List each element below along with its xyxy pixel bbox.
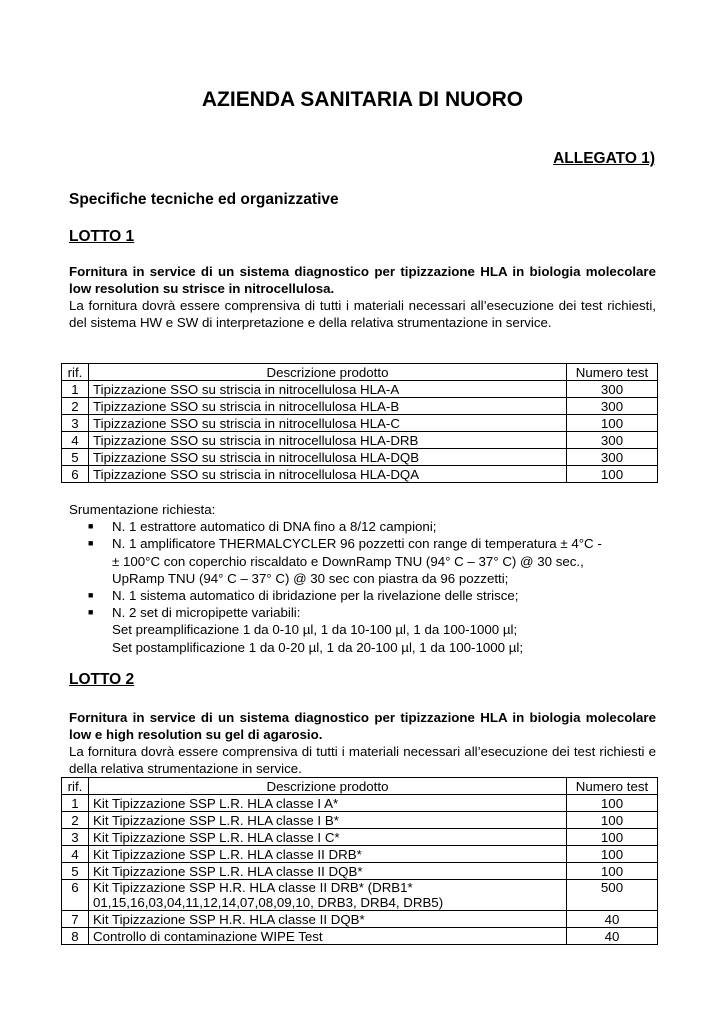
cell-rif: 2 bbox=[62, 812, 89, 829]
list-item-text: N. 1 estrattore automatico di DNA fino a 8/12 campioni; bbox=[112, 519, 437, 535]
lotto2-table bbox=[61, 777, 658, 945]
cell-numero-test: 100 bbox=[567, 846, 658, 863]
cell-numero-test: 100 bbox=[567, 415, 658, 432]
lotto2-intro-text: La fornitura dovrà essere comprensiva di tutti i materiali necessari all’esecuzione dei test richiesti e della relativa strumentazione in service. bbox=[69, 744, 656, 776]
cell-numero-test: 100 bbox=[567, 863, 658, 880]
list-item bbox=[69, 587, 669, 604]
lotto2-intro-bold: Fornitura in service di un sistema diagnostico per tipizzazione HLA in biologia molecolare low e high resolution su gel di agarosio. bbox=[69, 710, 656, 742]
table-row bbox=[62, 415, 658, 432]
cell-numero-test: 100 bbox=[567, 829, 658, 846]
cell-numero-test: 300 bbox=[567, 381, 658, 398]
list-item-text: N. 1 amplificatore THERMALCYCLER 96 pozzetti con range di temperatura ± 4°C - bbox=[112, 536, 602, 552]
cell-numero-test: 40 bbox=[567, 928, 658, 945]
table-row bbox=[62, 911, 658, 928]
lotto2-heading: LOTTO 2 bbox=[69, 671, 135, 688]
lotto1-heading: LOTTO 1 bbox=[69, 228, 135, 245]
cell-descrizione: Tipizzazione SSO su striscia in nitrocellulosa HLA-C bbox=[89, 415, 567, 432]
bullet-square-icon: ■ bbox=[88, 521, 94, 532]
cell-descrizione: Kit Tipizzazione SSP H.R. HLA classe II DRB* (DRB1* 01,15,16,03,04,11,12,14,07,08,09,10, DRB3, DRB4, DRB5) bbox=[89, 880, 567, 911]
cell-descrizione: Tipizzazione SSO su striscia in nitrocellulosa HLA-DQA bbox=[89, 466, 567, 483]
lotto1-intro bbox=[69, 263, 656, 331]
cell-descrizione: Kit Tipizzazione SSP H.R. HLA classe II DQB* bbox=[89, 911, 567, 928]
cell-descrizione: Tipizzazione SSO su striscia in nitrocellulosa HLA-A bbox=[89, 381, 567, 398]
list-item-continuation: Set postamplificazione 1 da 0-20 µl, 1 da 20-100 µl, 1 da 100-1000 µl; bbox=[112, 639, 524, 655]
cell-numero-test: 300 bbox=[567, 398, 658, 415]
list-item bbox=[69, 518, 669, 535]
table-row bbox=[62, 466, 658, 483]
cell-numero-test: 100 bbox=[567, 812, 658, 829]
list-item bbox=[69, 604, 669, 621]
section-subtitle: Specifiche tecniche ed organizzative bbox=[69, 191, 339, 208]
bullet-square-icon: ■ bbox=[88, 538, 94, 549]
cell-rif: 4 bbox=[62, 432, 89, 449]
column-header-rif: rif. bbox=[62, 364, 89, 381]
table-header-row bbox=[62, 364, 658, 381]
list-item-text: N. 1 sistema automatico di ibridazione per la rivelazione delle strisce; bbox=[112, 588, 519, 604]
cell-rif: 6 bbox=[62, 880, 89, 911]
strumentazione-title: Srumentazione richiesta: bbox=[69, 502, 216, 517]
cell-rif: 1 bbox=[62, 795, 89, 812]
cell-descrizione: Tipizzazione SSO su striscia in nitrocellulosa HLA-B bbox=[89, 398, 567, 415]
cell-descrizione: Kit Tipizzazione SSP L.R. HLA classe I C* bbox=[89, 829, 567, 846]
table-row bbox=[62, 381, 658, 398]
cell-numero-test: 300 bbox=[567, 449, 658, 466]
cell-rif: 4 bbox=[62, 846, 89, 863]
cell-rif: 6 bbox=[62, 466, 89, 483]
cell-rif: 2 bbox=[62, 398, 89, 415]
lotto1-intro-text: La fornitura dovrà essere comprensiva di tutti i materiali necessari all’esecuzione dei test richiesti, del sistema HW e SW di interpretazione e della relativa strumentazione in service. bbox=[69, 298, 656, 330]
lotto1-intro-bold: Fornitura in service di un sistema diagnostico per tipizzazione HLA in biologia molecolare low resolution su strisce in nitrocellulosa. bbox=[69, 264, 656, 296]
cell-rif: 3 bbox=[62, 829, 89, 846]
column-header-descrizione: Descrizione prodotto bbox=[89, 778, 567, 795]
table-row bbox=[62, 880, 658, 911]
column-header-numero-test: Numero test bbox=[567, 364, 658, 381]
table-row bbox=[62, 863, 658, 880]
bullet-square-icon: ■ bbox=[88, 590, 94, 601]
cell-descrizione: Kit Tipizzazione SSP L.R. HLA classe II DQB* bbox=[89, 863, 567, 880]
list-item-continuation: Set preamplificazione 1 da 0-10 µl, 1 da 10-100 µl, 1 da 100-1000 µl; bbox=[112, 622, 518, 638]
table-row bbox=[62, 829, 658, 846]
lotto2-intro bbox=[69, 709, 656, 777]
column-header-numero-test: Numero test bbox=[567, 778, 658, 795]
cell-rif: 1 bbox=[62, 381, 89, 398]
cell-rif: 3 bbox=[62, 415, 89, 432]
strumentazione-section bbox=[69, 501, 669, 656]
table-row bbox=[62, 812, 658, 829]
cell-numero-test: 300 bbox=[567, 432, 658, 449]
cell-descrizione: Kit Tipizzazione SSP L.R. HLA classe II DRB* bbox=[89, 846, 567, 863]
list-item bbox=[69, 535, 669, 552]
table-row bbox=[62, 432, 658, 449]
cell-numero-test: 100 bbox=[567, 466, 658, 483]
allegato-label: ALLEGATO 1) bbox=[553, 150, 655, 167]
list-item-continuation: ± 100°C con coperchio riscaldato e DownRamp TNU (94° C – 37° C) @ 30 sec., bbox=[112, 553, 584, 569]
table-row bbox=[62, 846, 658, 863]
cell-numero-test: 40 bbox=[567, 911, 658, 928]
table-row bbox=[62, 398, 658, 415]
cell-rif: 8 bbox=[62, 928, 89, 945]
page-title: AZIENDA SANITARIA DI NUORO bbox=[201, 88, 524, 111]
bullet-square-icon: ■ bbox=[88, 607, 94, 618]
cell-rif: 7 bbox=[62, 911, 89, 928]
cell-descrizione: Kit Tipizzazione SSP L.R. HLA classe I B* bbox=[89, 812, 567, 829]
cell-descrizione: Controllo di contaminazione WIPE Test bbox=[89, 928, 567, 945]
cell-rif: 5 bbox=[62, 449, 89, 466]
cell-descrizione: Tipizzazione SSO su striscia in nitrocellulosa HLA-DQB bbox=[89, 449, 567, 466]
cell-rif: 5 bbox=[62, 863, 89, 880]
cell-descrizione: Tipizzazione SSO su striscia in nitrocellulosa HLA-DRB bbox=[89, 432, 567, 449]
column-header-descrizione: Descrizione prodotto bbox=[89, 364, 567, 381]
cell-numero-test: 100 bbox=[567, 795, 658, 812]
column-header-rif: rif. bbox=[62, 778, 89, 795]
table-row bbox=[62, 795, 658, 812]
table-row bbox=[62, 928, 658, 945]
lotto1-table bbox=[61, 363, 658, 483]
list-item-continuation: UpRamp TNU (94° C – 37° C) @ 30 sec con piastra da 96 pozzetti; bbox=[112, 570, 509, 586]
table-header-row bbox=[62, 778, 658, 795]
table-row bbox=[62, 449, 658, 466]
cell-numero-test: 500 bbox=[567, 880, 658, 911]
list-item-text: N. 2 set di micropipette variabili: bbox=[112, 605, 301, 621]
cell-descrizione: Kit Tipizzazione SSP L.R. HLA classe I A* bbox=[89, 795, 567, 812]
